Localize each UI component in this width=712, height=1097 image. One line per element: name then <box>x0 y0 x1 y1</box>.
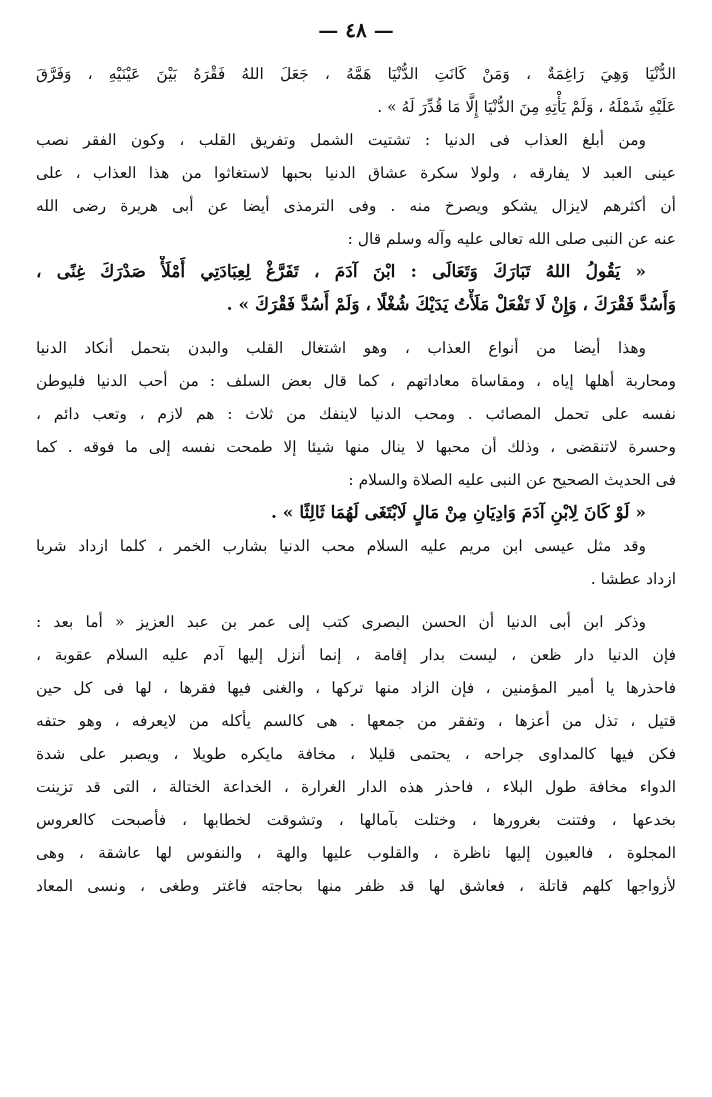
text-line: الدواء مخافة طول البلاء ، فاحذر هذه الدار الغرارة ، الخداعة الختالة ، التى قد تزينت <box>36 778 676 796</box>
text-line: فكن فيها كالمداوى جراحه ، يحتمى قليلا ، مخافة مايكره طويلا ، ويصبر على شدة <box>36 745 676 763</box>
text-line: عينى العبد لا يفارقه ، ولولا سكرة عشاق الدنيا بحبها لاستغاثوا من هذا العذاب ، على <box>36 164 676 182</box>
hadith-line: « لَوْ كَانَ لِابْنِ آدَمَ وَادِيَانِ مِنْ مَالٍ لَابْتَغَى لَهُمَا ثَالِثًا » . <box>270 503 646 523</box>
page-number: — ٤٨ — <box>318 18 394 42</box>
text-line: قتيل ، تذل من أعزها ، وتفقر من جمعها . هى كالسم يأكله من لايعرفه ، وهو حتفه <box>36 712 676 730</box>
hadith-line: « يَقُولُ اللهُ تَبَارَكَ وَتَعَالَى : ابْنَ آدَمَ ، تَفَرَّغْ لِعِبَادَتِي أَمْلَأْ صَدْرَكَ غِنًى ، <box>36 262 646 282</box>
text-line: المجلوة ، فالعيون إليها ناظرة ، والقلوب عليها والهة ، والنفوس لها عاشقة ، وهى <box>36 844 676 862</box>
text-line: وقد مثل عيسى ابن مريم عليه السلام محب الدنيا بشارب الخمر ، كلما ازداد شربا <box>36 537 646 555</box>
text-line: لأزواجها كلهم قاتلة ، فعاشق لها قد ظفر منها بحاجته فاغتر وطغى ، ونسى المعاد <box>36 877 676 895</box>
text-line: ومن أبلغ العذاب فى الدنيا : تشتيت الشمل وتفريق القلب ، وكون الفقر نصب <box>36 131 646 149</box>
text-line: وهذا أيضا من أنواع العذاب ، وهو اشتغال القلب والبدن بتحمل أنكاد الدنيا <box>36 339 646 357</box>
text-line: فإن الدنيا دار ظعن ، ليست بدار إقامة ، إنما أنزل إليها آدم عليه السلام عقوبة ، <box>36 646 676 664</box>
text-line: نفسه على تحمل المصائب . ومحب الدنيا لاينفك من ثلاث : هم لازم ، وتعب دائم ، <box>36 405 676 423</box>
page-body <box>36 58 676 903</box>
hadith-line: وَأَسُدَّ فَقْرَكَ ، وَإِنْ لَا تَفْعَلْ مَلَأْتُ يَدَيْكَ شُغْلًا ، وَلَمْ أَسُدَّ فَقْرَكَ » . <box>226 295 676 315</box>
text-line: وحسرة لاتنقضى ، وذلك أن محبها لا ينال منها شيئا إلا طمحت نفسه إلى ما فوقه . كما <box>36 438 676 456</box>
text-line: عنه عن النبى صلى الله تعالى عليه وآله وسلم قال : <box>347 230 676 248</box>
paragraph-gap <box>36 322 676 332</box>
paragraph-gap <box>36 596 676 606</box>
text-line: فاحذرها يا أمير المؤمنين ، فإن الزاد منها تركها ، والغنى فيها فقرها ، لها فى كل حين <box>36 679 676 697</box>
text-line: وذكر ابن أبى الدنيا أن الحسن البصرى كتب إلى عمر بن عبد العزيز « أما بعد : <box>36 613 646 631</box>
text-line: أن أكثرهم لايزال يشكو ويصرخ منه . وفى الترمذى أيضا عن أبى هريرة رضى الله <box>36 197 676 215</box>
text-line: الدُّنْيَا وَهِيَ رَاغِمَةٌ ، وَمَنْ كَانَتِ الدُّنْيَا هَمَّهُ ، جَعَلَ اللهُ فَقْرَهُ بَيْنَ عَيْنَيْهِ ، وَفَرَّقَ <box>36 65 676 83</box>
text-line: ازداد عطشا . <box>590 570 676 588</box>
text-line: فى الحديث الصحيح عن النبى عليه الصلاة والسلام : <box>348 471 676 489</box>
text-line: ومحاربة أهلها إياه ، ومقاساة معاداتهم ، كما قال بعض السلف : من أحب الدنيا فليوطن <box>36 372 676 390</box>
text-line: عَلَيْهِ شَمْلَهُ ، وَلَمْ يَأْتِهِ مِنَ الدُّنْيَا إِلَّا مَا قُدِّرَ لَهُ » . <box>377 98 676 116</box>
text-line: بخدعها ، وفتنت بغرورها ، وختلت بآمالها ، وتشوقت لخطابها ، فأصبحت كالعروس <box>36 811 676 829</box>
